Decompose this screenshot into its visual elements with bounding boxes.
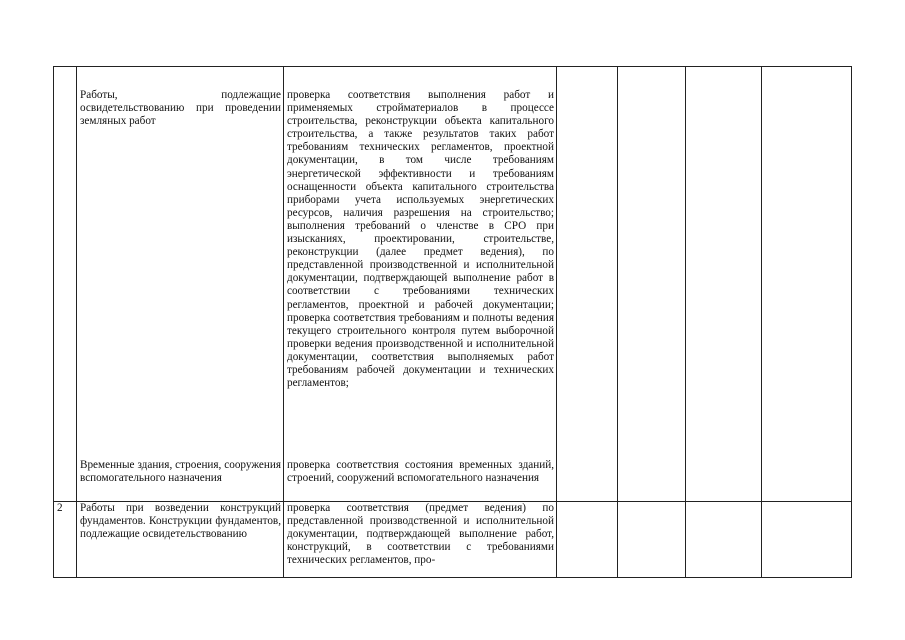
table-row [54, 502, 852, 578]
empty-cell [557, 502, 618, 578]
works-text: Работы при возведении конструкций фундаментов. Конструкции фундаментов, подлежащие освидетельствованию [80, 502, 281, 541]
empty-cell [762, 67, 852, 502]
empty-cell [762, 502, 852, 578]
works-text: Временные здания, строения, сооружения вспомогательного назначения [80, 459, 281, 485]
inspection-table [53, 66, 852, 578]
empty-cell [686, 502, 762, 578]
checks-cell [284, 67, 557, 502]
checks-cell [284, 502, 557, 578]
empty-cell [618, 502, 686, 578]
row-number-cell [54, 502, 77, 578]
row-number-cell [54, 67, 77, 502]
works-cell [77, 67, 284, 502]
checks-text: проверка соответствия выполнения работ и применяемых стройматериалов в процессе строительства, реконструкции объекта капитального строительства, а также результатов таких работ требованиям технических регламентов, проектной документации, в том числе требованиям энергетической эффективности и требованиям оснащенности объекта капитального строительства приборами учета используемых энергетических ресурсов, наличия разрешения на строительство; выполнения требований о членстве в СРО при изысканиях, проектировании, строительстве, реконструкции (далее предмет ведения), по представленной производственной и исполнительной документации, подтверждающей выполнение работ в соответствии с требованиями технических регламентов, проектной и рабочей документации; проверка соответствия требованиям и полноты ведения текущего строительного контроля путем выборочной проверки ведения производственной и исполнительной документации, соответствия выполняемых работ требованиям рабочей документации и технических регламентов; [287, 89, 554, 390]
checks-text: проверка соответствия состояния временных зданий, строений, сооружений вспомогательного назначения [287, 459, 554, 485]
empty-cell [618, 67, 686, 502]
checks-text: проверка соответствия (предмет ведения) по представленной производственной и исполнительной документации, подтверждающей выполнение работ, конструкций, в соответствии с требованиями технических регламентов, про- [287, 502, 554, 567]
empty-cell [686, 67, 762, 502]
works-text: Работы, подлежащие освидетельствованию при проведении земляных работ [80, 89, 281, 128]
row-number: 2 [57, 502, 63, 514]
table-row [54, 67, 852, 502]
empty-cell [557, 67, 618, 502]
works-cell [77, 502, 284, 578]
